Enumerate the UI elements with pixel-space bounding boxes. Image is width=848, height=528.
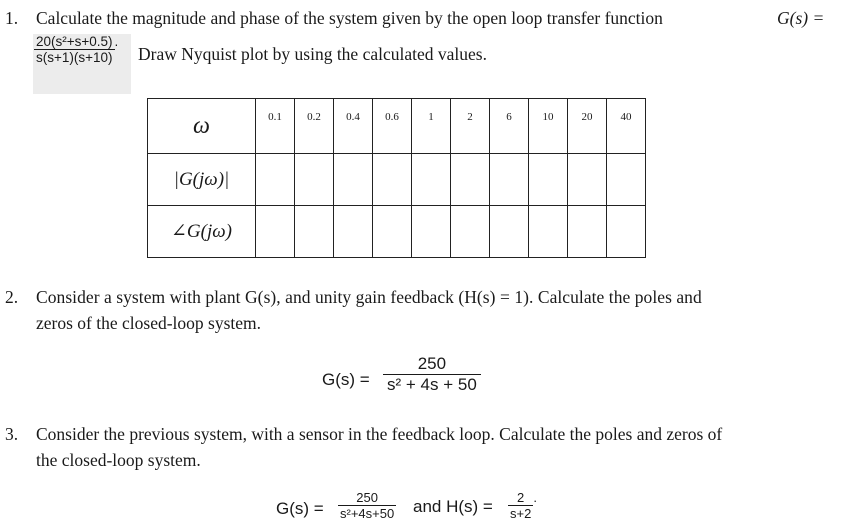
- table-cell: [256, 154, 295, 206]
- q1-fraction: [34, 34, 118, 65]
- table-row-omega: [148, 99, 646, 154]
- q3-g-denominator: s²+4s+50: [340, 506, 395, 521]
- table-cell: [451, 206, 490, 258]
- q3-g-numerator: 250: [356, 490, 378, 505]
- omega-value: 6: [490, 99, 529, 154]
- q3-lhs: G(s) =: [276, 499, 324, 518]
- table-cell: [451, 154, 490, 206]
- table-cell: [295, 154, 334, 206]
- table-cell: [568, 154, 607, 206]
- table-cell: [607, 154, 646, 206]
- omega-value: 0.4: [334, 99, 373, 154]
- q3-number: 3.: [5, 424, 19, 444]
- q3-h-denominator: s+2: [510, 506, 532, 521]
- table-cell: [607, 206, 646, 258]
- q1-text2: Draw Nyquist plot by using the calculated values.: [138, 44, 487, 64]
- table-cell: [568, 206, 607, 258]
- table-cell: [529, 154, 568, 206]
- q2-denominator: s² + 4s + 50: [383, 374, 481, 395]
- q1-number: 1.: [5, 8, 19, 28]
- q1-func: G(s) =: [777, 8, 825, 28]
- q2-numerator: 250: [417, 354, 447, 373]
- omega-value: 10: [529, 99, 568, 154]
- q2-line2: zeros of the closed-loop system.: [36, 313, 262, 333]
- q3-line1: Consider the previous system, with a sensor in the feedback loop. Calculate the poles and zeros of: [36, 424, 723, 444]
- table-cell: [373, 154, 412, 206]
- omega-value: 20: [568, 99, 607, 154]
- q1-table: [147, 98, 646, 258]
- omega-value: 0.6: [373, 99, 412, 154]
- q2-lhs: G(s) =: [322, 370, 370, 389]
- table-cell: [529, 206, 568, 258]
- phase-label: ∠G(jω): [171, 221, 232, 242]
- omega-value: 40: [607, 99, 646, 154]
- omega-value: 1: [412, 99, 451, 154]
- table-cell: [334, 154, 373, 206]
- q3-g-fraction: [338, 490, 396, 521]
- magnitude-label: |G(jω)|: [173, 168, 230, 190]
- table-cell: [373, 206, 412, 258]
- q2-number: 2.: [5, 287, 19, 307]
- q3-h-fraction: [508, 490, 537, 521]
- table-row-magnitude: [148, 154, 646, 206]
- omega-value: 0.1: [256, 99, 295, 154]
- q2-fraction: [383, 354, 481, 395]
- q2-line1: Consider a system with plant G(s), and unity gain feedback (H(s) = 1). Calculate the poles and: [36, 287, 702, 307]
- table-cell: [295, 206, 334, 258]
- q1-fraction-denominator: s(s+1)(s+10): [36, 50, 113, 65]
- q3-line2: the closed-loop system.: [36, 450, 201, 470]
- q1-text: Calculate the magnitude and phase of the system given by the open loop transfer function: [36, 8, 663, 28]
- q1-fraction-numerator: 20(s²+s+0.5): [36, 34, 113, 49]
- phase-header-cell: [148, 206, 256, 258]
- table-row-phase: [148, 206, 646, 258]
- table-cell: [490, 206, 529, 258]
- omega-label: ω: [193, 112, 210, 139]
- omega-value: 2: [451, 99, 490, 154]
- q3-period: .: [533, 490, 537, 505]
- table-cell: [412, 206, 451, 258]
- table-cell: [334, 206, 373, 258]
- q1-fraction-period: .: [114, 34, 119, 49]
- omega-value: 0.2: [295, 99, 334, 154]
- q3-h-numerator: 2: [517, 490, 525, 505]
- table-cell: [256, 206, 295, 258]
- q3-and-h: and H(s) =: [413, 497, 493, 516]
- table-cell: [412, 154, 451, 206]
- table-cell: [490, 154, 529, 206]
- magnitude-header-cell: [148, 154, 256, 206]
- omega-header-cell: [148, 99, 256, 154]
